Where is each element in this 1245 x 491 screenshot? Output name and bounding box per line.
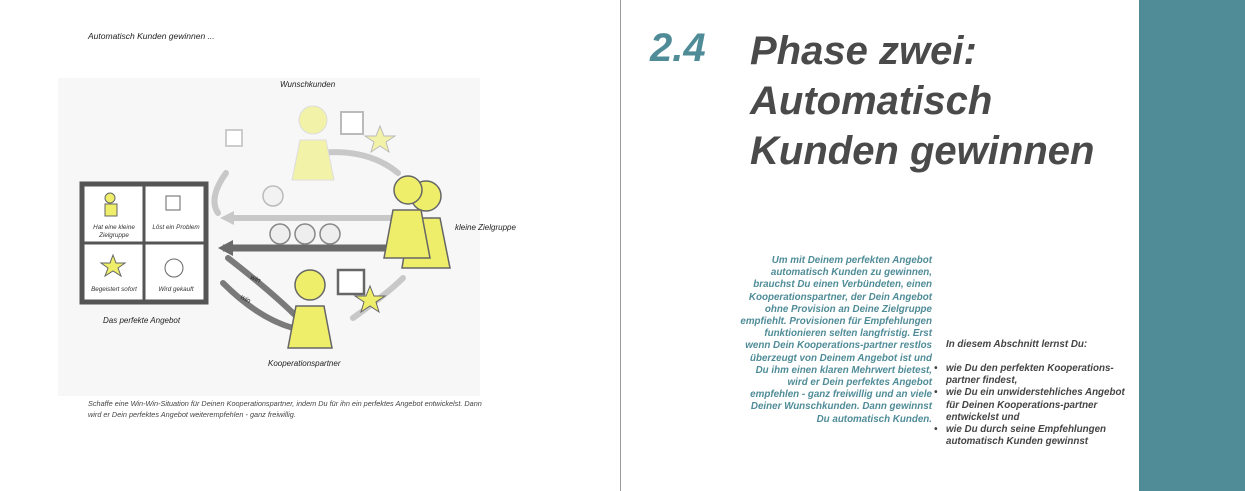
learn-item: • wie Du den perfekten Kooperations-partner findest,	[934, 363, 1134, 387]
figure-caption: Schaffe eine Win-Win-Situation für Deinen Kooperationspartner, indem Du für ihn ein perfektes Angebot entwickelst. Dann wird er Dein perfektes Angebot weiterempfehlen - ganz freiwillig.	[88, 399, 482, 419]
cell-offer-icon	[166, 196, 180, 210]
person-right-head-2	[394, 176, 422, 204]
offer-icon-left	[226, 130, 242, 146]
person-right-body-2	[384, 210, 430, 258]
offer-icon-bottom	[338, 270, 364, 294]
intro-paragraph: Um mit Deinem perfekten Angebot automatisch Kunden zu gewinnen, brauchst Du einen Verbündeten, einen Kooperationspartner, der Dein Angebot ohne Provision an Deine Zielgruppe empfiehlt. Provisionen für Empfehlungen funktionieren selten langfristig. Erst wenn Dein Kooperations-partner restlos überzeugt von Deinem Angebot ist und Du ihm einen klaren Mehrwert bietest, wird er Dein perfektes Angebot empfehlen - ganz freiwillig und an viele Deiner Wunschkunden. Dann gewinnst Du automatisch Kunden.	[740, 255, 932, 425]
cell-people-body	[105, 204, 117, 216]
diagram-figure	[58, 78, 516, 396]
coin-1	[270, 224, 290, 244]
person-top-head	[299, 106, 327, 134]
label-wunschkunden: Wunschkunden	[280, 80, 336, 89]
label-kleine-zielgruppe: kleine Zielgruppe	[455, 223, 516, 232]
cell-label-begeistert: Begeistert sofort	[91, 286, 137, 293]
person-top-body	[292, 140, 334, 180]
cell-label-problem: Löst ein Problem	[152, 224, 200, 231]
side-color-band	[1139, 0, 1245, 491]
label-win-2: win	[238, 293, 252, 306]
learn-item: • wie Du ein unwiderstehliches Angebot für Deinen Kooperations-partner entwickelst und	[934, 387, 1134, 424]
left-page	[0, 0, 620, 491]
person-bottom-body	[288, 306, 332, 348]
learn-heading: In diesem Abschnitt lernst Du:	[946, 339, 1088, 350]
person-bottom-head	[295, 270, 325, 300]
learn-item: • wie Du durch seine Empfehlungen automatisch Kunden gewinnst	[934, 424, 1134, 448]
section-title: Phase zwei: Automatisch Kunden gewinnen	[750, 29, 1095, 173]
cell-coin	[165, 259, 183, 277]
coin-faint	[263, 186, 283, 206]
label-perfektes-angebot: Das perfekte Angebot	[103, 316, 181, 325]
running-head: Automatisch Kunden gewinnen ...	[88, 31, 215, 41]
cell-people-head	[105, 193, 115, 203]
label-kooperationspartner: Kooperationspartner	[268, 359, 341, 368]
learn-list	[934, 363, 1134, 448]
cell-label-zielgruppe: Hat eine kleine Zielgruppe	[93, 224, 135, 239]
cell-label-gekauft: Wird gekauft	[158, 286, 194, 293]
coin-2	[295, 224, 315, 244]
offer-icon-top	[341, 112, 363, 134]
label-win-1: win	[249, 274, 262, 285]
coin-3	[320, 224, 340, 244]
section-number: 2.4	[650, 26, 706, 70]
